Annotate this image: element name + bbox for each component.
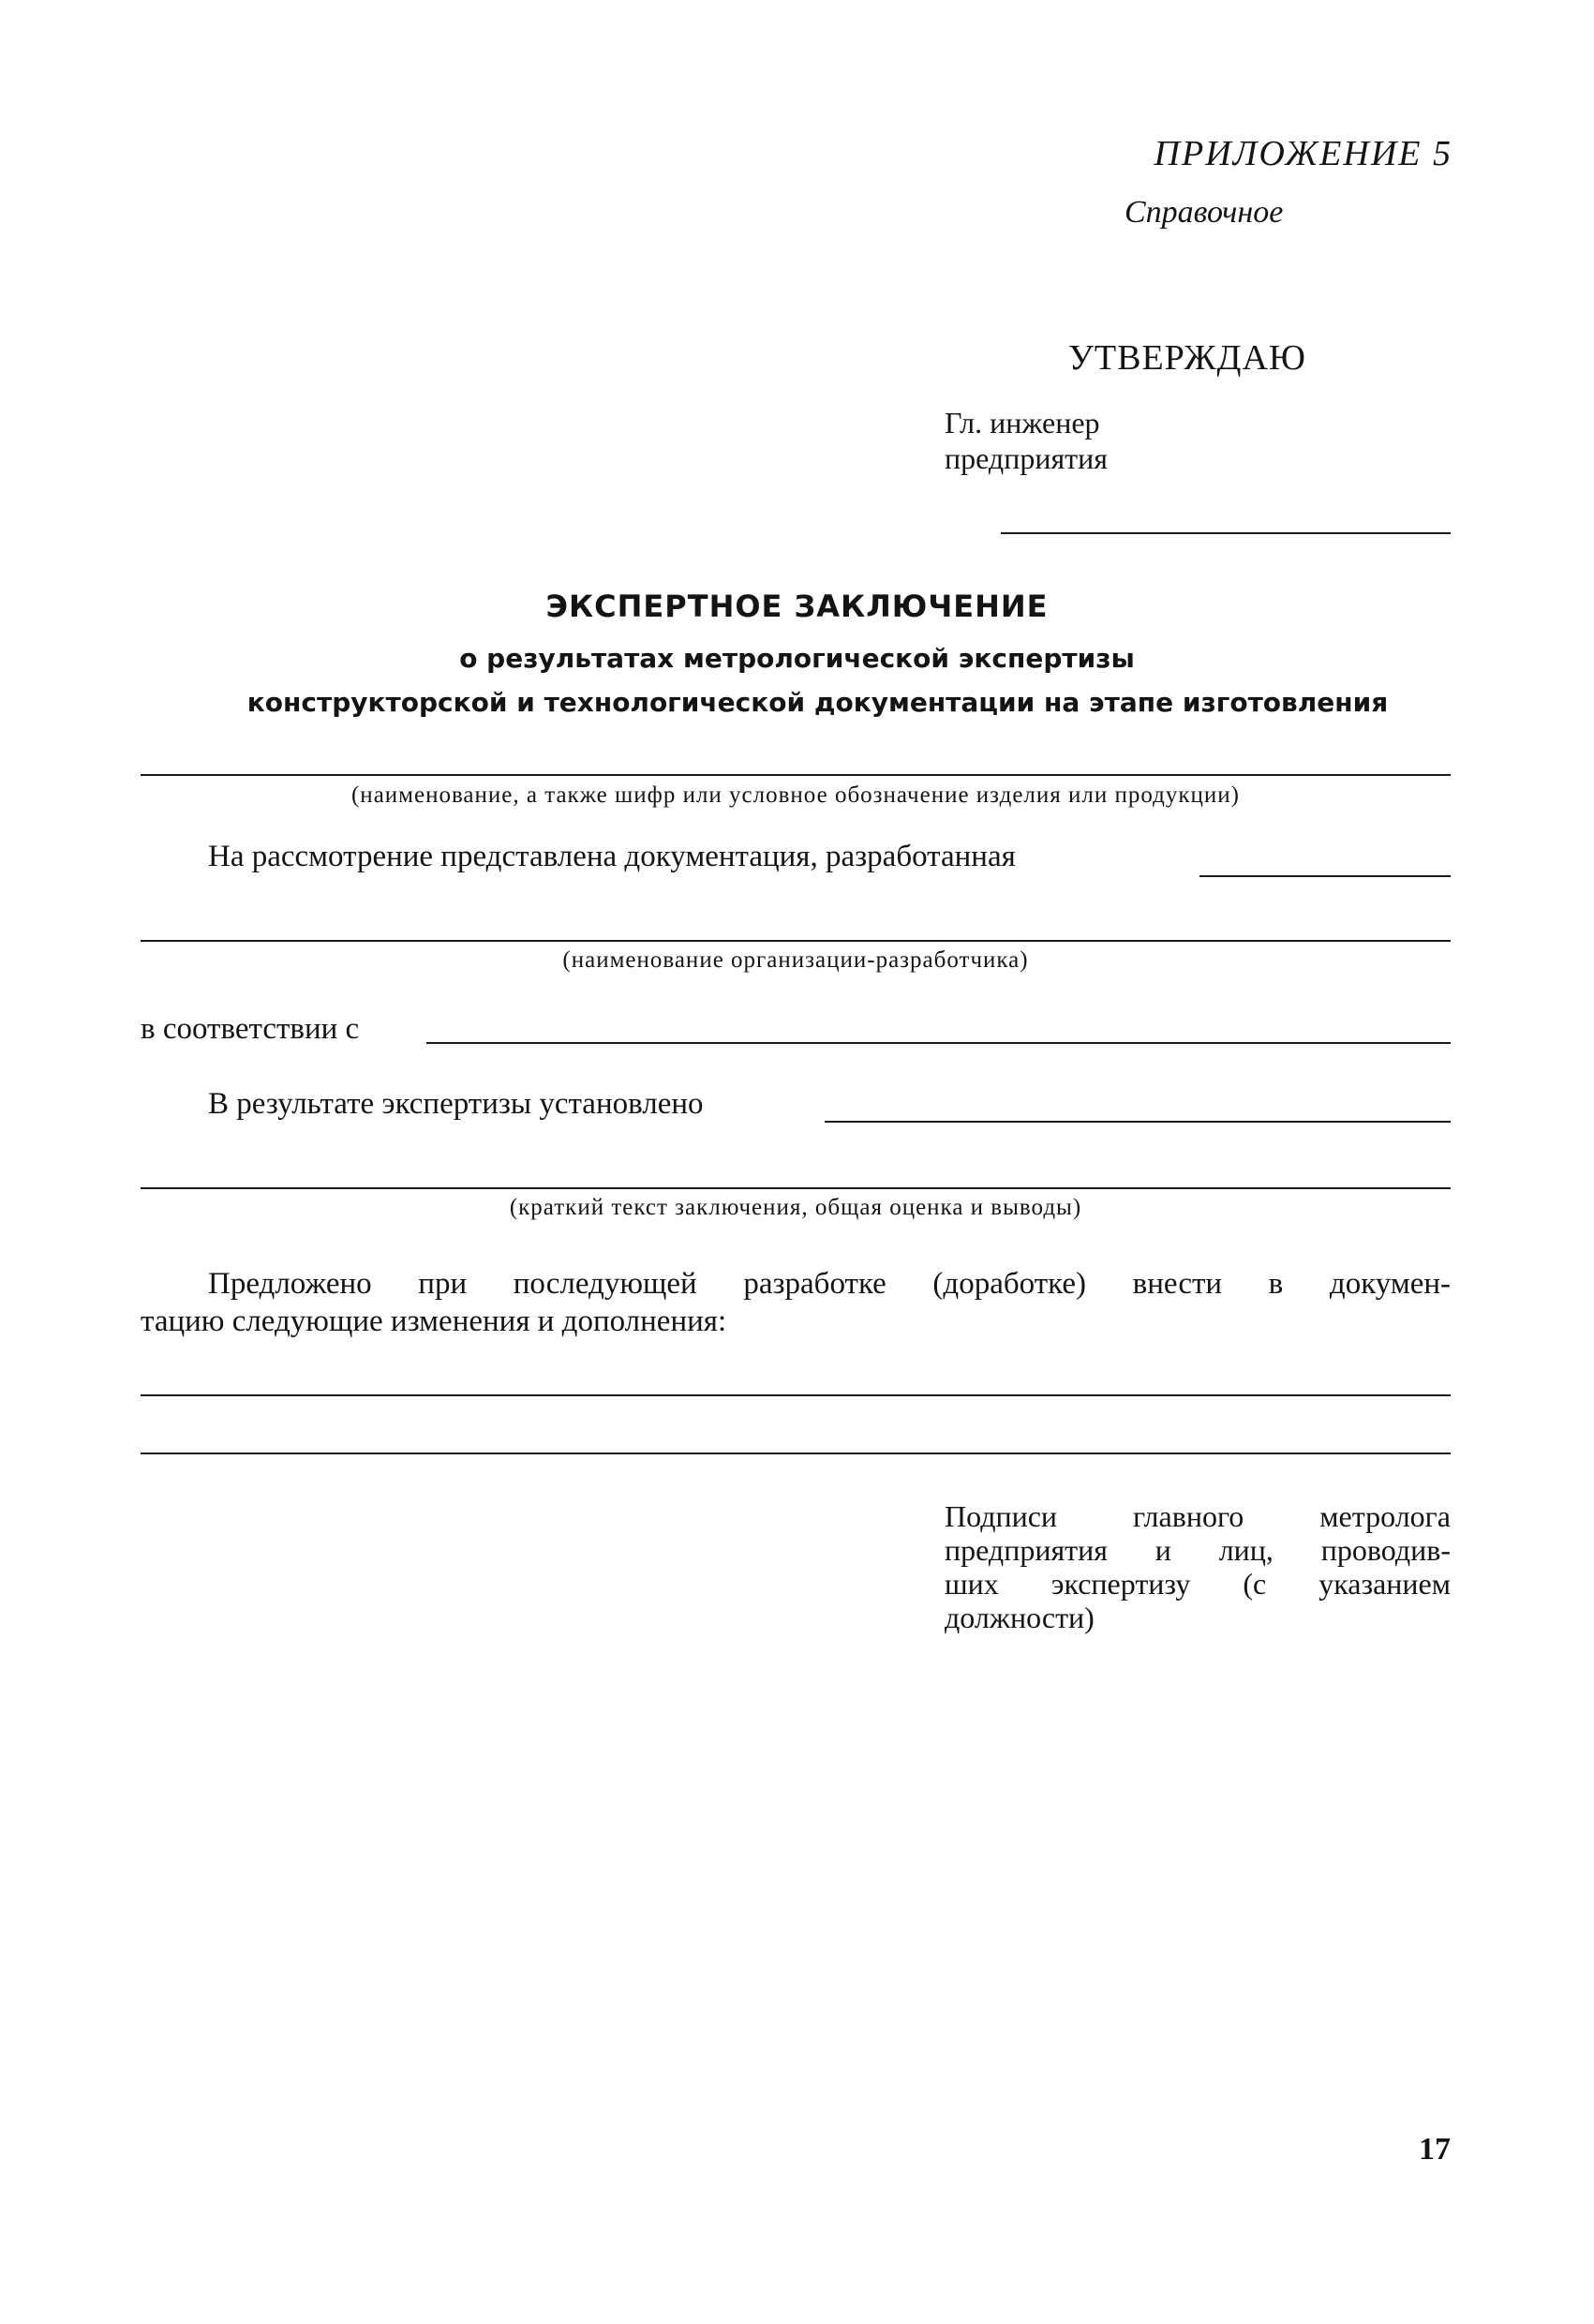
changes-line-1 bbox=[141, 1394, 1451, 1396]
submitted-label: На рассмотрение представлена документация, разработанная bbox=[208, 840, 1016, 873]
appendix-type: Справочное bbox=[1125, 195, 1284, 230]
proposed-text-line1: Предложено при последующей разработке (доработке) внести в докумен- bbox=[208, 1267, 1451, 1301]
approval-position-line1: Гл. инженер bbox=[945, 406, 1100, 439]
appendix-title: ПРИЛОЖЕНИЕ 5 bbox=[1154, 134, 1452, 173]
signature-note-line1: Подписи главного метролога bbox=[945, 1499, 1451, 1533]
approval-signature-line bbox=[1001, 532, 1451, 534]
result-fill-line bbox=[825, 1121, 1451, 1123]
signature-note-line3: ших экспертизу (с указанием bbox=[945, 1567, 1451, 1601]
approval-position-line2: предприятия bbox=[945, 441, 1108, 475]
signature-note-line2: предприятия и лиц, проводив- bbox=[945, 1533, 1451, 1567]
proposed-text-line2: тацию следующие изменения и дополнения: bbox=[141, 1304, 727, 1338]
product-name-line bbox=[141, 774, 1451, 776]
developer-org-line bbox=[141, 940, 1451, 942]
conclusion-caption: (краткий текст заключения, общая оценка и выводы) bbox=[509, 1195, 1082, 1220]
changes-line-2 bbox=[141, 1452, 1451, 1454]
developer-org-caption: (наименование организации-разработчика) bbox=[562, 947, 1029, 973]
product-caption: (наименование, а также шифр или условное обозначение изделия или продукции) bbox=[350, 782, 1240, 808]
result-label: В результате экспертизы установлено bbox=[208, 1087, 704, 1121]
document-subtitle-1: о результатах метрологической экспертизы bbox=[459, 643, 1135, 674]
approval-position bbox=[945, 405, 1108, 476]
accordance-fill-line bbox=[426, 1042, 1451, 1044]
page-number: 17 bbox=[1419, 2132, 1451, 2167]
document-title: ЭКСПЕРТНОЕ ЗАКЛЮЧЕНИЕ bbox=[545, 588, 1049, 624]
conclusion-line bbox=[141, 1187, 1451, 1189]
approval-heading: УТВЕРЖДАЮ bbox=[1068, 338, 1306, 378]
developer-fill-line bbox=[1199, 875, 1451, 877]
document-subtitle-2: конструкторской и технологической документации на этапе изготовления bbox=[246, 687, 1389, 718]
accordance-label: в соответствии с bbox=[141, 1012, 360, 1046]
signature-note-line4: должности) bbox=[945, 1601, 1095, 1634]
signature-note bbox=[945, 1499, 1451, 1634]
